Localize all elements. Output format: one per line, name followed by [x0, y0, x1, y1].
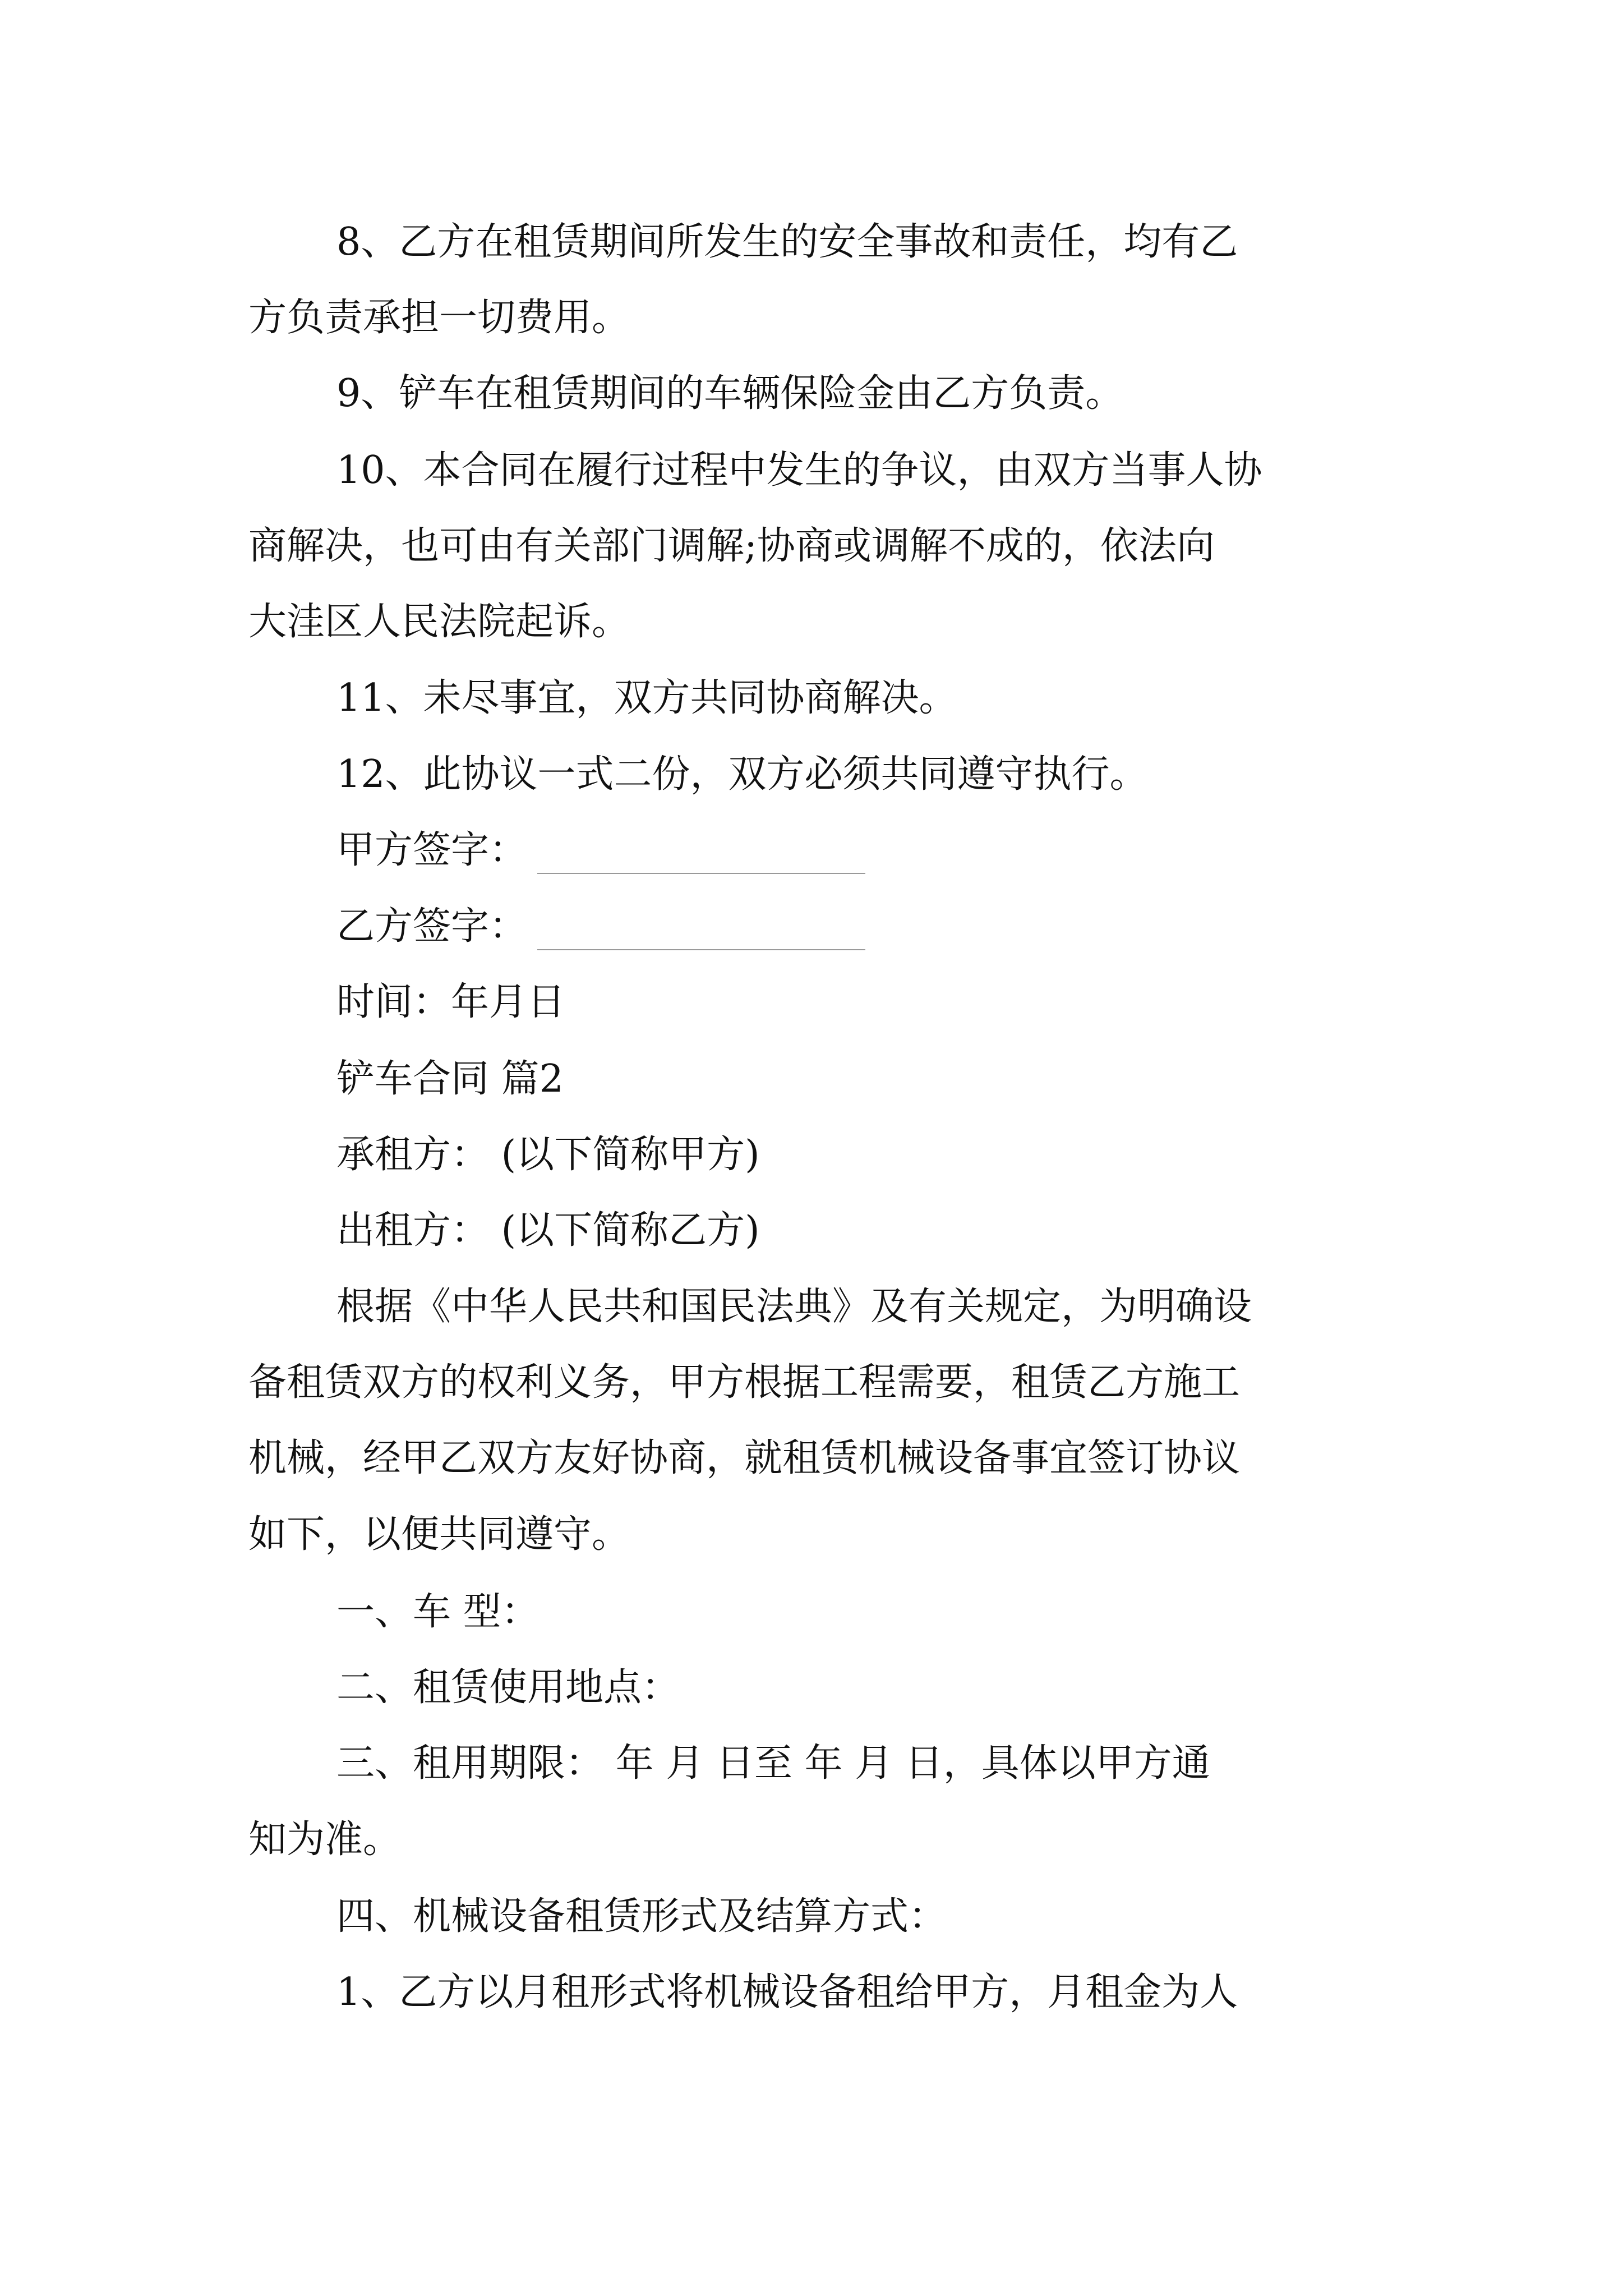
clause-8-line-1: 8、乙方在租赁期间所发生的安全事故和责任，均有乙 — [336, 220, 1238, 264]
intro-line-2: 备租赁双方的权利义务，甲方根据工程需要，租赁乙方施工 — [248, 1360, 1241, 1405]
item-3-term-line-2: 知为准。 — [248, 1818, 402, 1862]
clause-9: 9、铲车在租赁期间的车辆保险金由乙方负责。 — [336, 371, 1124, 416]
clause-10-line-1: 10、本合同在履行过程中发生的争议，由双方当事人协 — [336, 448, 1262, 493]
lessee-line: 承租方： (以下简称甲方) — [336, 1133, 760, 1177]
item-2-location: 二、租赁使用地点： — [336, 1665, 680, 1710]
clause-8-line-2: 方负责承担一切费用。 — [248, 296, 630, 340]
clause-10-line-3: 大洼区人民法院起诉。 — [248, 600, 630, 644]
item-4-heading: 四、机械设备租赁形式及结算方式： — [336, 1894, 947, 1939]
item-4-1: 1、乙方以月租形式将机械设备租给甲方，月租金为人 — [336, 1970, 1238, 2014]
item-1-vehicle-type: 一、车 型： — [336, 1590, 540, 1634]
intro-line-4: 如下，以便共同遵守。 — [248, 1512, 630, 1557]
party-b-signature — [336, 904, 865, 949]
section-2-title: 铲车合同 篇2 — [336, 1057, 564, 1101]
clause-11: 11、未尽事宜，双方共同协商解决。 — [336, 676, 957, 720]
party-b-signature-blank — [537, 949, 865, 950]
intro-line-3: 机械，经甲乙双方友好协商，就租赁机械设备事宜签订协议 — [248, 1436, 1241, 1480]
date-line: 时间：年月日 — [336, 980, 566, 1024]
intro-line-1: 根据《中华人民共和国民法典》及有关规定，为明确设 — [336, 1285, 1252, 1329]
party-b-signature-label: 乙方签字： — [336, 904, 528, 949]
party-a-signature — [336, 828, 865, 872]
clause-12: 12、此协议一式二份，双方必须共同遵守执行。 — [336, 752, 1148, 797]
item-3-term-line-1: 三、租用期限： 年 月 日至 年 月 日，具体以甲方通 — [336, 1741, 1210, 1786]
clause-10-line-2: 商解决，也可由有关部门调解;协商或调解不成的，依法向 — [248, 524, 1215, 568]
party-a-signature-blank — [537, 873, 865, 874]
party-a-signature-label: 甲方签字： — [336, 828, 528, 872]
lessor-line: 出租方： (以下简称乙方) — [336, 1208, 760, 1253]
